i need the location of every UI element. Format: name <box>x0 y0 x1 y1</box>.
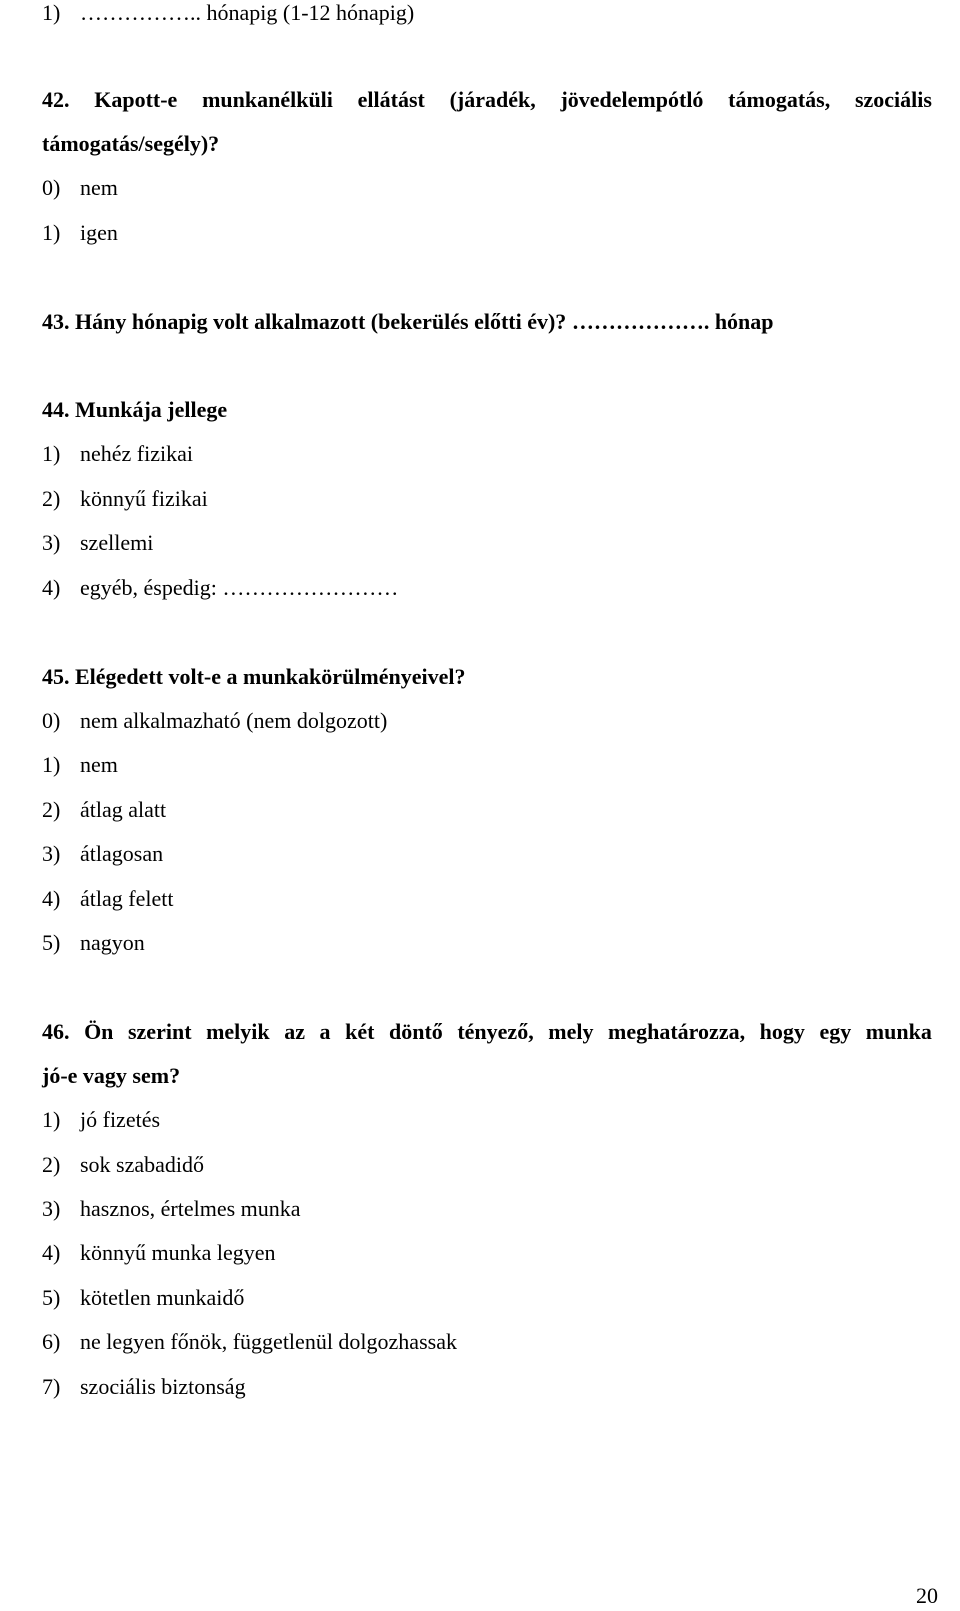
question-42-line1: 42. Kapott-e munkanélküli ellátást (járadék, jövedelempótló támogatás, szociális <box>42 87 932 112</box>
option-top-months <box>42 0 414 26</box>
page-number: 20 <box>916 1583 938 1608</box>
q46-option-7: 7) szociális biztonság <box>42 1374 246 1399</box>
option-number: 1) <box>42 0 61 25</box>
question-45-title: 45. Elégedett volt-e a munkakörülményeivel? <box>42 664 466 689</box>
q44-option-3: 3) szellemi <box>42 530 154 555</box>
q46-option-2: 2) sok szabadidő <box>42 1152 205 1177</box>
question-43: 43. Hány hónapig volt alkalmazott (bekerülés előtti év)? ………………. hónap <box>42 309 774 334</box>
question-42-line2: támogatás/segély)? <box>42 131 220 156</box>
option-label: hónapig (1-12 hónapig) <box>201 0 415 25</box>
q45-option-0: 0) nem alkalmazható (nem dolgozott) <box>42 708 388 733</box>
q46-option-4: 4) könnyű munka legyen <box>42 1240 276 1265</box>
q45-option-4: 4) átlag felett <box>42 886 174 911</box>
q42-option-0: 0) nem <box>42 175 118 200</box>
q44-option-2: 2) könnyű fizikai <box>42 486 208 511</box>
q46-option-6: 6) ne legyen főnök, függetlenül dolgozhassak <box>42 1329 457 1354</box>
q45-option-1: 1) nem <box>42 752 118 777</box>
q45-option-5: 5) nagyon <box>42 930 145 955</box>
fill-in-dots: ……………… <box>571 309 704 334</box>
q46-option-3: 3) hasznos, értelmes munka <box>42 1196 301 1221</box>
q45-option-2: 2) átlag alatt <box>42 797 167 822</box>
q46-option-5: 5) kötetlen munkaidő <box>42 1285 245 1310</box>
q44-option-1: 1) nehéz fizikai <box>42 441 193 466</box>
question-44-title: 44. Munkája jellege <box>42 397 228 422</box>
q44-option-4: 4) egyéb, éspedig: …………………… <box>42 575 399 600</box>
question-46-line1: 46. Ön szerint melyik az a két döntő tényező, mely meghatározza, hogy egy munka <box>42 1019 932 1044</box>
q45-option-3: 3) átlagosan <box>42 841 164 866</box>
question-46-line2: jó-e vagy sem? <box>42 1063 181 1088</box>
q46-option-1: 1) jó fizetés <box>42 1107 161 1132</box>
q42-option-1: 1) igen <box>42 220 118 245</box>
fill-in-dots: …………….. <box>80 0 201 25</box>
